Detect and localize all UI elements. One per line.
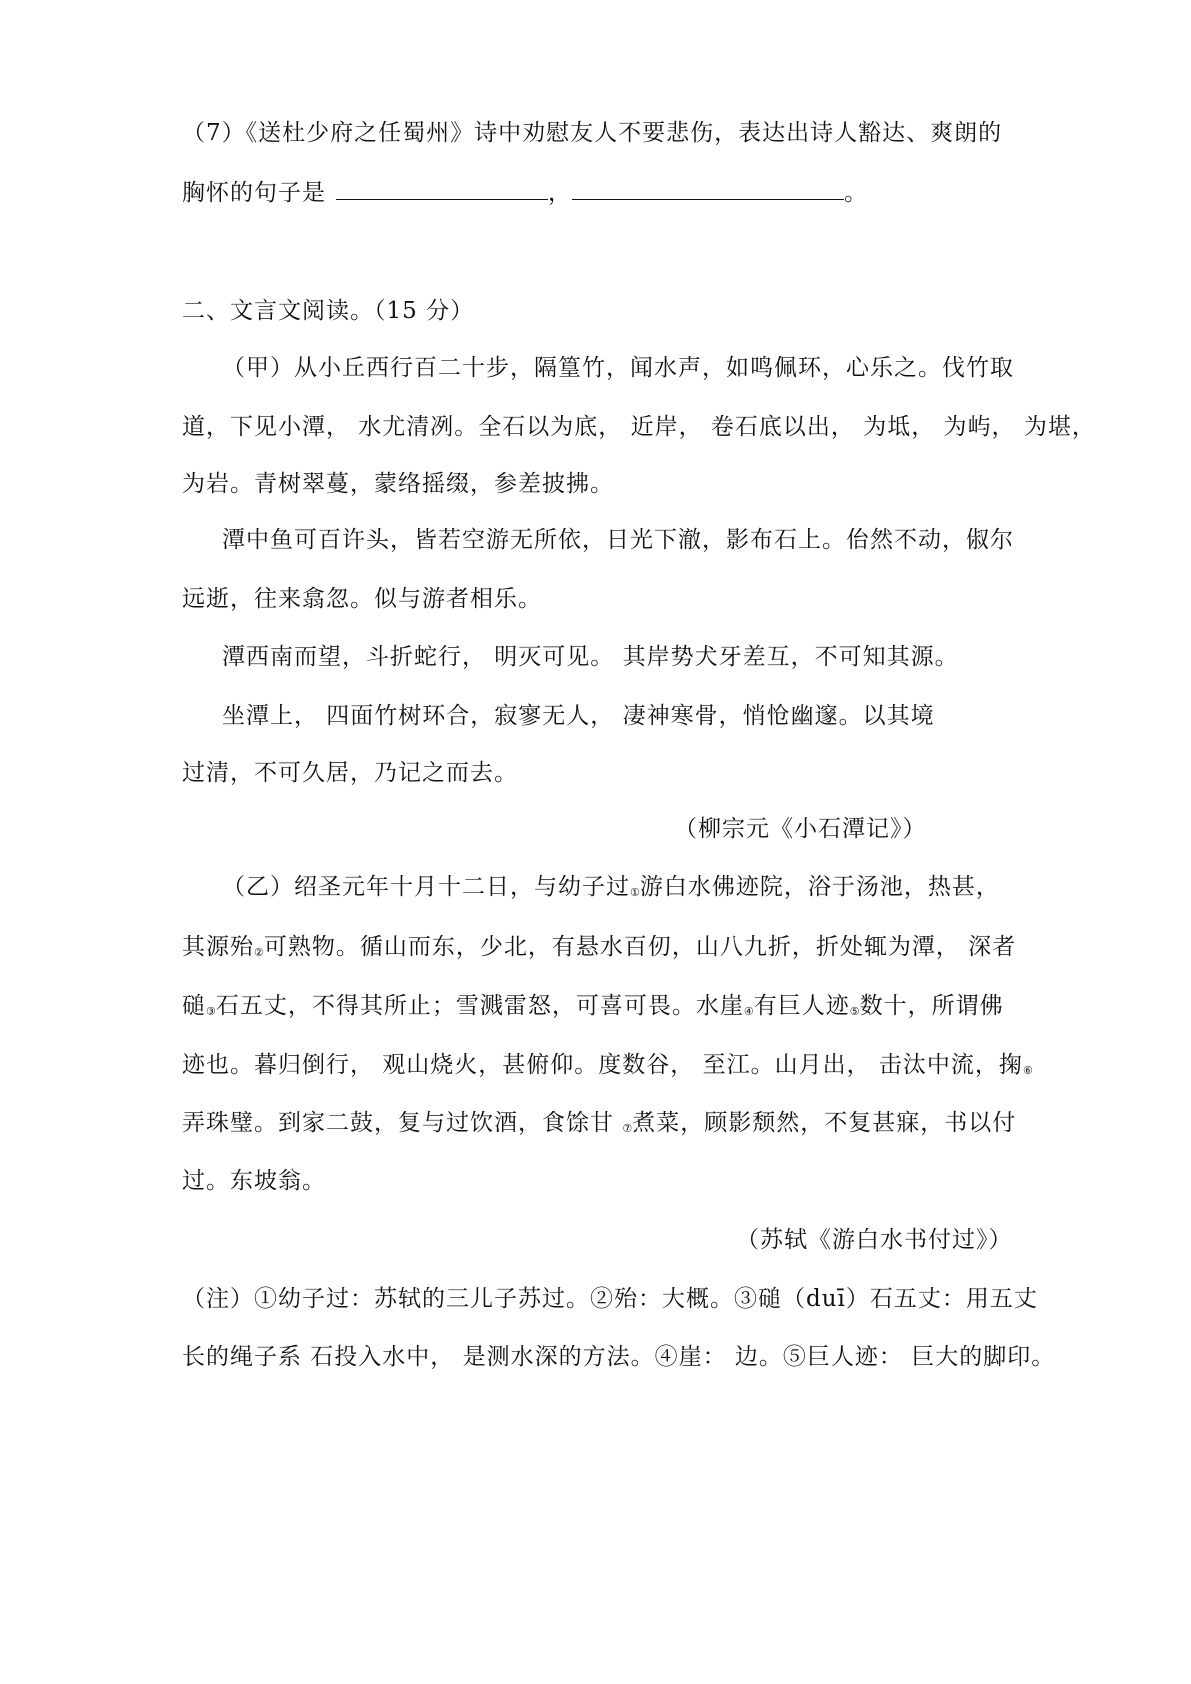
footnote-marker-6: ⑥ <box>1022 1064 1033 1077</box>
passage-a-p4-l1: 坐潭上， 四面竹树环合，寂寥无人， 凄神寒骨，悄怆幽邃。以其境 <box>222 703 935 729</box>
passage-a-p3-l1: 潭西南而望，斗折蛇行， 明灭可见。 其岸势犬牙差互，不可知其源。 <box>222 644 959 670</box>
passage-b-l3-text-a: 磓 <box>182 993 206 1019</box>
passage-b-source: （苏轼《游白水书付过》） <box>736 1227 1013 1253</box>
passage-b-l4-text: 迹也。暮归倒行， 观山烧火，甚俯仰。度数谷， 至江。山月出， 击汰中流，掬 <box>182 1052 1023 1078</box>
passage-b-l3-text-c: 有巨人迹 <box>753 993 850 1019</box>
passage-b-l3-text-d: 数十，所谓佛 <box>859 993 1004 1019</box>
passage-b-l1-text-a: （乙）绍圣元年十月十二日，与幼子过 <box>222 874 630 900</box>
passage-b-l2-text-a: 其源殆 <box>182 934 254 960</box>
q7-line1: （7）《送杜少府之任蜀州》诗中劝慰友人不要悲伤，表达出诗人豁达、爽朗的 <box>182 120 1003 146</box>
notes-l1: （注）①幼子过：苏轼的三儿子苏过。②殆：大概。③磓（duī）石五丈：用五丈 <box>182 1286 1038 1312</box>
q7-comma: ， <box>548 180 572 206</box>
passage-a-p1-l3: 为岩。青树翠蔓，蒙络摇缀，参差披拂。 <box>182 471 614 497</box>
footnote-marker-2: ② <box>254 946 264 959</box>
passage-a-p1-l2: 道，下见小潭， 水尤清冽。全石以为底， 近岸， 卷石底以出， 为坻， 为屿， 为堪， <box>182 414 1096 440</box>
passage-b-l2-text-b: 可熟物。循山而东，少北，有悬水百仞，山八九折，折处辄为潭， 深者 <box>263 934 1017 960</box>
footnote-marker-5: ⑤ <box>849 1005 860 1018</box>
passage-b-l1 <box>222 872 1000 908</box>
passage-b-l5-text-a: 弄珠璧。到家二鼓，复与过饮酒，食馀甘 <box>182 1110 623 1136</box>
answer-blank-2[interactable] <box>572 181 844 200</box>
passage-b-l2 <box>182 932 1016 968</box>
q7-period: 。 <box>844 180 868 206</box>
passage-a-source: （柳宗元《小石潭记》） <box>674 816 927 842</box>
q7-prefix: 胸怀的句子是 <box>182 180 326 206</box>
notes-l2: 长的绳子系 石投入水中， 是测水深的方法。④崖： 边。⑤巨人迹： 巨大的脚印。 <box>182 1344 1056 1370</box>
passage-b-l5 <box>182 1108 1016 1144</box>
passage-b-l3-text-b: 石五丈，不得其所止；雪溅雷怒，可喜可畏。水崖 <box>215 993 744 1019</box>
passage-a-p4-l2: 过清，不可久居，乃记之而去。 <box>182 760 518 786</box>
footnote-marker-4: ④ <box>743 1005 754 1018</box>
section-heading: 二、文言文阅读。（15 分） <box>182 298 475 324</box>
passage-b-l6: 过。东坡翁。 <box>182 1168 326 1194</box>
passage-a-p2-l1: 潭中鱼可百许头，皆若空游无所依，日光下澈，影布石上。佁然不动，俶尔 <box>222 527 1014 553</box>
footnote-marker-1: ① <box>630 886 640 899</box>
q7-line2 <box>182 178 868 208</box>
passage-b-l1-text-b: 游白水佛迹院，浴于汤池，热甚， <box>639 874 1000 900</box>
passage-b-l5-text-b: 煮菜，顾影颓然，不复甚寐，书以付 <box>632 1110 1017 1136</box>
footnote-marker-7: ⑦ <box>622 1122 633 1135</box>
passage-b-l3 <box>182 991 1004 1027</box>
answer-blank-1[interactable] <box>336 181 548 200</box>
passage-a-p2-l2: 远逝，往来翕忽。似与游者相乐。 <box>182 586 542 612</box>
footnote-marker-3: ③ <box>206 1005 216 1018</box>
passage-a-p1-l1: （甲）从小丘西行百二十步，隔篁竹，闻水声，如鸣佩环，心乐之。伐竹取 <box>222 355 1014 381</box>
passage-b-l4 <box>182 1050 1033 1086</box>
